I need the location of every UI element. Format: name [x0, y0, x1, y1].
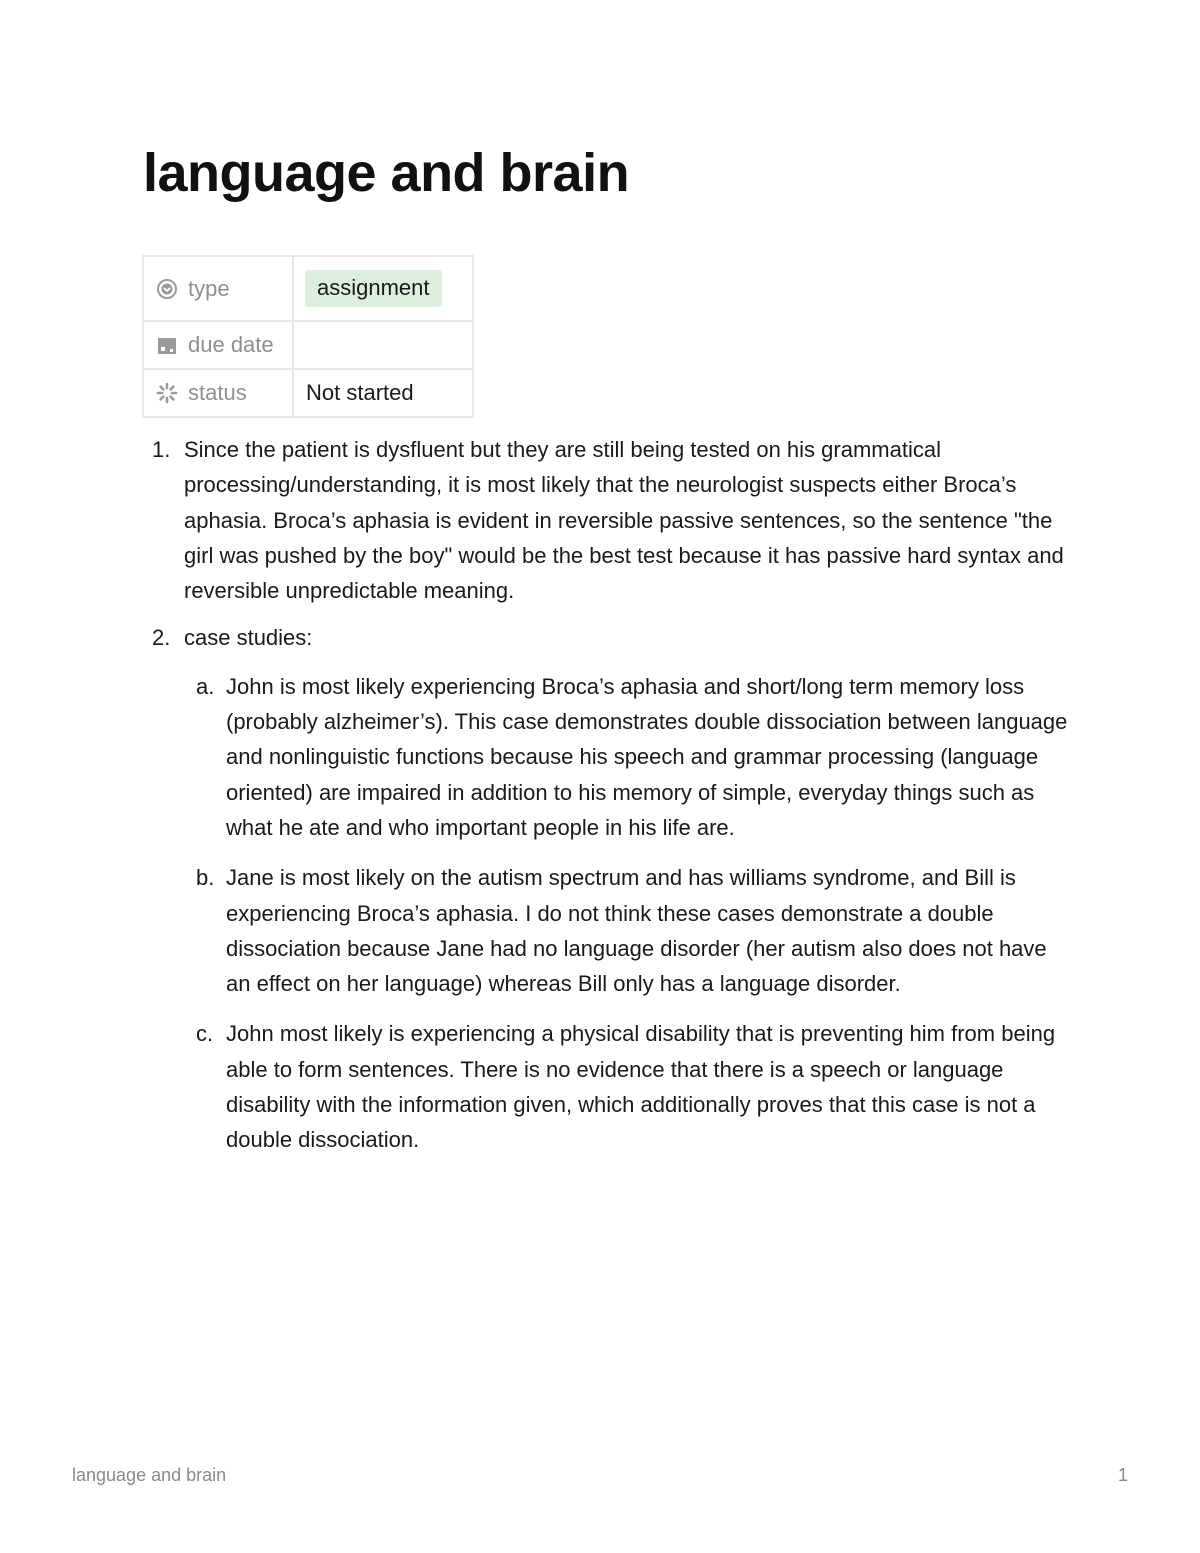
- sub-list-marker: a.: [196, 673, 215, 699]
- list-item-text: Since the patient is dysfluent but they are still being tested on his grammatical processing/understanding, it is most likely that the neurologist suspects either Broca’s aphasia. Broca’s aphasia is evident in reversible passive sentences, so the sentence "the girl was pushed by the boy" would be the best test because it has passive hard syntax and reversible unpredictable meaning.: [184, 437, 1064, 604]
- sub-list: [196, 669, 1072, 1158]
- property-row-due-date: [143, 321, 473, 369]
- footer-page-number: 1: [1118, 1465, 1129, 1485]
- property-value-due-date[interactable]: [293, 321, 473, 369]
- sub-list-item: [196, 860, 1072, 1001]
- calendar-icon: [156, 334, 178, 356]
- sub-list-item-text: John is most likely experiencing Broca’s aphasia and short/long term memory loss (probably alzheimer’s). This case demonstrates double dissociation between language and nonlinguistic functions because his speech and grammar processing (language oriented) are impaired in addition to his memory of simple, everyday things such as what he ate and who important people in his life are.: [226, 673, 1068, 840]
- properties-table: [142, 255, 474, 418]
- list-item: [152, 432, 1072, 608]
- sub-list-marker: c.: [196, 1021, 214, 1047]
- list-marker: 2.: [152, 625, 171, 651]
- property-key-due-date: [143, 321, 293, 369]
- page-title: language and brain: [143, 143, 630, 203]
- list-item-case-studies: [152, 620, 1072, 1157]
- footer-title: language and brain: [72, 1465, 227, 1485]
- property-label-type: type: [188, 275, 230, 301]
- list-item: [152, 620, 1072, 655]
- sub-list-item-text: John most likely is experiencing a physical disability that is preventing him from being able to form sentences. There is no evidence that there is a speech or language disability with the information given, which additionally proves that this case is not a double dissociation.: [226, 1021, 1056, 1153]
- status-spinner-icon: [156, 382, 178, 404]
- property-row-status: [143, 369, 473, 417]
- due-date-value: [294, 332, 306, 357]
- status-value: Not started: [306, 380, 414, 405]
- list-item-text: case studies:: [184, 625, 313, 651]
- property-label-status: status: [188, 380, 247, 405]
- document-body: [152, 432, 1072, 1173]
- property-label-due-date: due date: [188, 332, 274, 357]
- property-value-type[interactable]: [293, 256, 473, 321]
- sub-list-item-text: Jane is most likely on the autism spectrum and has williams syndrome, and Bill is experiencing Broca’s aphasia. I do not think these cases demonstrate a double dissociation because Jane had no language disorder (her autism also does not have an effect on her language) whereas Bill only has a language disorder.: [226, 865, 1047, 997]
- select-icon: [156, 278, 178, 300]
- assignment-tag[interactable]: assignment: [305, 270, 442, 307]
- sub-list-marker: b.: [196, 865, 215, 891]
- sub-list-item: [196, 1016, 1072, 1157]
- property-key-status: [143, 369, 293, 417]
- property-value-status[interactable]: [293, 369, 473, 417]
- property-row-type: [143, 256, 473, 321]
- property-key-type: [143, 256, 293, 321]
- sub-list-item: [196, 669, 1072, 845]
- list-marker: 1.: [152, 437, 171, 462]
